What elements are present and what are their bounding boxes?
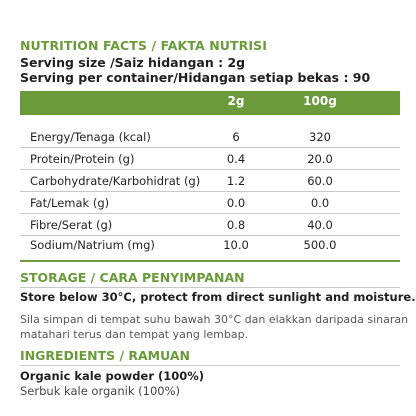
row-divider (20, 235, 400, 236)
nutrient-label: Fat/Lemak (g) (30, 196, 110, 210)
row-divider (20, 213, 400, 214)
ingredient-en: Organic kale powder (100%) (20, 369, 205, 383)
value-per-serving: 1.2 (226, 174, 246, 188)
value-per-100g: 60.0 (307, 174, 333, 188)
row-divider (20, 191, 400, 192)
table-bottom-rule (20, 260, 400, 262)
value-per-serving: 0.4 (226, 152, 246, 166)
row-divider (20, 147, 400, 148)
value-per-100g: 320 (309, 130, 331, 144)
column-header-per-serving: 2g (227, 94, 245, 108)
nutrient-label: Protein/Protein (g) (30, 152, 135, 166)
nutrition-table-header (20, 91, 400, 115)
servings-per-container: Serving per container/Hidangan setiap bekas : 90 (20, 70, 371, 85)
ingredient-ms: Serbuk kale organik (100%) (20, 384, 180, 398)
column-header-per-100g: 100g (303, 94, 337, 108)
value-per-serving: 0.8 (226, 218, 246, 232)
value-per-100g: 0.0 (310, 196, 330, 210)
value-per-100g: 40.0 (307, 218, 333, 232)
value-per-serving: 10.0 (223, 238, 249, 252)
table-row (0, 238, 416, 258)
value-per-100g: 500.0 (303, 238, 337, 252)
serving-size: Serving size /Saiz hidangan : 2g (20, 55, 246, 70)
nutrient-label: Energy/Tenaga (kcal) (30, 130, 151, 144)
nutrient-label: Fibre/Serat (g) (30, 218, 113, 232)
value-per-100g: 20.0 (307, 152, 333, 166)
storage-divider (20, 287, 400, 288)
ingredients-divider (20, 365, 400, 366)
storage-instruction-ms: Sila simpan di tempat suhu bawah 30°C dan elakkan daripada sinaran matahari terus dan tempat yang lembap. (20, 313, 409, 341)
ingredients-title: INGREDIENTS / RAMUAN (20, 348, 191, 363)
row-divider (20, 169, 400, 170)
value-per-serving: 6 (232, 130, 240, 144)
nutrient-label: Carbohydrate/Karbohidrat (g) (30, 174, 201, 188)
storage-title: STORAGE / CARA PENYIMPANAN (20, 270, 245, 285)
nutrition-facts-title: NUTRITION FACTS / FAKTA NUTRISI (20, 38, 267, 53)
storage-instruction-en: Store below 30°C, protect from direct sunlight and moisture. (20, 290, 416, 304)
value-per-serving: 0.0 (226, 196, 246, 210)
nutrient-label: Sodium/Natrium (mg) (30, 238, 155, 252)
